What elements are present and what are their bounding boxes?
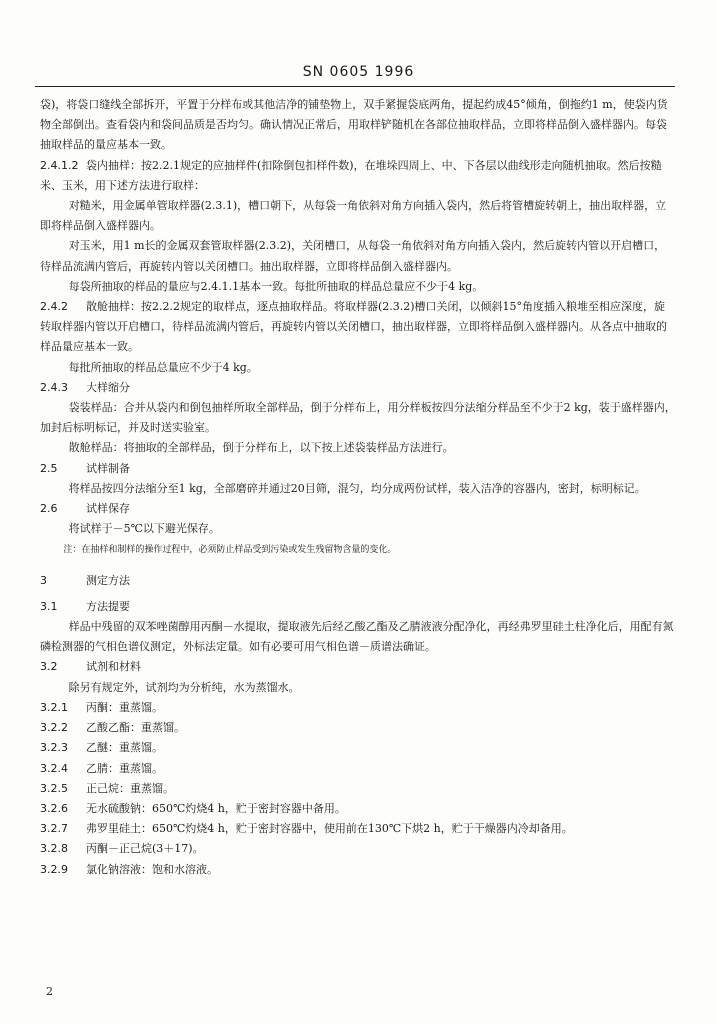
clause-title: 方法提要 (86, 599, 130, 613)
page-number: 2 (46, 985, 53, 998)
paragraph: 散舱样品：将抽取的全部样品，倒于分样布上，以下按上述袋装样品方法进行。 (68, 441, 454, 455)
clause-number: 3.2 (40, 660, 58, 674)
clause-2-4-3 (40, 378, 676, 398)
item-number: 3.2.3 (40, 741, 68, 755)
clause-title: 大样缩分 (86, 380, 130, 394)
item-text: 乙酸乙酯：重蒸馏。 (86, 721, 185, 735)
body-text (40, 95, 676, 880)
note: 注：在抽样和制样的操作过程中，必须防止样品受到污染或发生残留物含量的变化。 (63, 545, 397, 556)
header-rule (35, 86, 675, 87)
paragraph: 对糙米，用金属单管取样器(2.3.1)，槽口朝下，从每袋一角依斜对角方向插入袋内，然后将管槽旋转朝上，抽出取样器，立即将样品倒入盛样器内。 (40, 199, 667, 233)
clause-number: 2.4.1.2 (40, 158, 79, 172)
item-number: 3.2.1 (40, 700, 68, 714)
list-item (40, 819, 676, 839)
clause-2-4-2 (40, 297, 676, 358)
list-item (40, 779, 676, 799)
clause-text: 散舱抽样：按2.2.2规定的取样点，逐点抽取样品。将取样器(2.3.2)槽口关闭，以倾斜15°角度插入粮堆至相应深度，旋转取样器内管以开启槽口，待样品流满内管后，再旋转内管以关闭槽口，抽出取样器，立即将样品倒入盛样器内。从各点中抽取的样品量应基本一致。 (40, 300, 667, 354)
clause-text: 袋内抽样：按2.2.1规定的应抽样件(扣除倒包扣样件数)，在堆垛四周上、中、下各层以曲线形走向随机抽取。然后按糙米、玉米，用下述方法进行取样： (40, 158, 662, 192)
item-number: 3.2.8 (40, 842, 68, 856)
page-header: SN 0605 1996 (302, 64, 415, 80)
paragraph: 每批所抽取的样品总量应不少于4 kg。 (68, 360, 258, 374)
item-text: 氯化钠溶液：饱和水溶液。 (86, 862, 218, 876)
paragraph: 袋)，将袋口缝线全部拆开，平置于分样布或其他洁净的铺垫物上，双手紧握袋底两角，提起约成45°倾角，倒拖约1 m，使袋内货物全部倒出。查看袋内和袋间品质是否均匀。确认情况正常后，用取样铲随机在各部位抽取样品，立即将样品倒入盛样器内。每袋抽取样品的量应基本一致。 (40, 98, 668, 152)
item-number: 3.2.6 (40, 801, 68, 815)
item-number: 3.2.7 (40, 822, 68, 836)
section-3-heading (40, 571, 676, 591)
list-item (40, 738, 676, 758)
clause-number: 2.4.3 (40, 380, 68, 394)
item-text: 弗罗里硅土：650℃灼烧4 h，贮于密封容器中，使用前在130℃下烘2 h，贮于干燥器内冷却备用。 (86, 822, 573, 836)
clause-2-5 (40, 459, 676, 479)
paragraph: 将样品按四分法缩分至1 kg，全部磨碎并通过20目筛，混匀，均分成两份试样，装入洁净的容器内，密封，标明标记。 (68, 481, 646, 495)
item-number: 3.2.9 (40, 862, 68, 876)
section-title: 测定方法 (86, 573, 130, 587)
item-text: 正己烷：重蒸馏。 (86, 781, 174, 795)
item-number: 3.2.4 (40, 761, 68, 775)
paragraph: 每袋所抽取的样品的量应与2.4.1.1基本一致。每批所抽取的样品总量应不少于4 kg。 (68, 279, 484, 293)
item-number: 3.2.5 (40, 781, 68, 795)
clause-title: 试样保存 (86, 502, 130, 516)
item-text: 无水硫酸钠：650℃灼烧4 h，贮于密封容器中备用。 (86, 801, 346, 815)
list-item (40, 759, 676, 779)
list-item (40, 860, 676, 880)
item-text: 丙酮－正己烷(3＋17)。 (86, 842, 204, 856)
item-text: 丙酮：重蒸馏。 (86, 700, 163, 714)
paragraph: 将试样于－5℃以下避光保存。 (68, 522, 220, 536)
item-number: 3.2.2 (40, 721, 68, 735)
clause-number: 2.6 (40, 502, 58, 516)
clause-2-6 (40, 499, 676, 519)
paragraph: 袋装样品：合并从袋内和倒包抽样所取全部样品，倒于分样布上，用分样板按四分法缩分样品至不少于2 kg，装于盛样器内，加封后标明标记，并及时送实验室。 (40, 401, 676, 435)
list-item (40, 799, 676, 819)
list-item (40, 839, 676, 859)
clause-2-4-1-2 (40, 156, 676, 196)
paragraph: 除另有规定外，试剂均为分析纯，水为蒸馏水。 (68, 680, 300, 694)
paragraph: 对玉米，用1 m长的金属双套管取样器(2.3.2)，关闭槽口，从每袋一角依斜对角方向插入袋内，然后旋转内管以开启槽口，待样品流满内管后，再旋转内管以关闭槽口。抽出取样器，立即将样品倒入盛样器内。 (40, 239, 666, 273)
section-number: 3 (40, 573, 47, 587)
clause-title: 试剂和材料 (86, 660, 141, 674)
list-item (40, 718, 676, 738)
clause-number: 3.1 (40, 599, 58, 613)
list-item (40, 698, 676, 718)
item-text: 乙醚：重蒸馏。 (86, 741, 163, 755)
clause-3-1 (40, 597, 676, 617)
clause-number: 2.4.2 (40, 300, 68, 314)
clause-3-2 (40, 657, 676, 677)
clause-title: 试样制备 (86, 461, 130, 475)
clause-number: 2.5 (40, 461, 58, 475)
paragraph: 样品中残留的双苯唑菌醇用丙酮－水提取，提取液先后经乙酸乙酯及乙腈液液分配净化，再经弗罗里硅土柱净化后，用配有氮磷检测器的气相色谱仪测定，外标法定量。如有必要可用气相色谱－质谱法确证。 (40, 620, 674, 654)
item-text: 乙腈：重蒸馏。 (86, 761, 163, 775)
